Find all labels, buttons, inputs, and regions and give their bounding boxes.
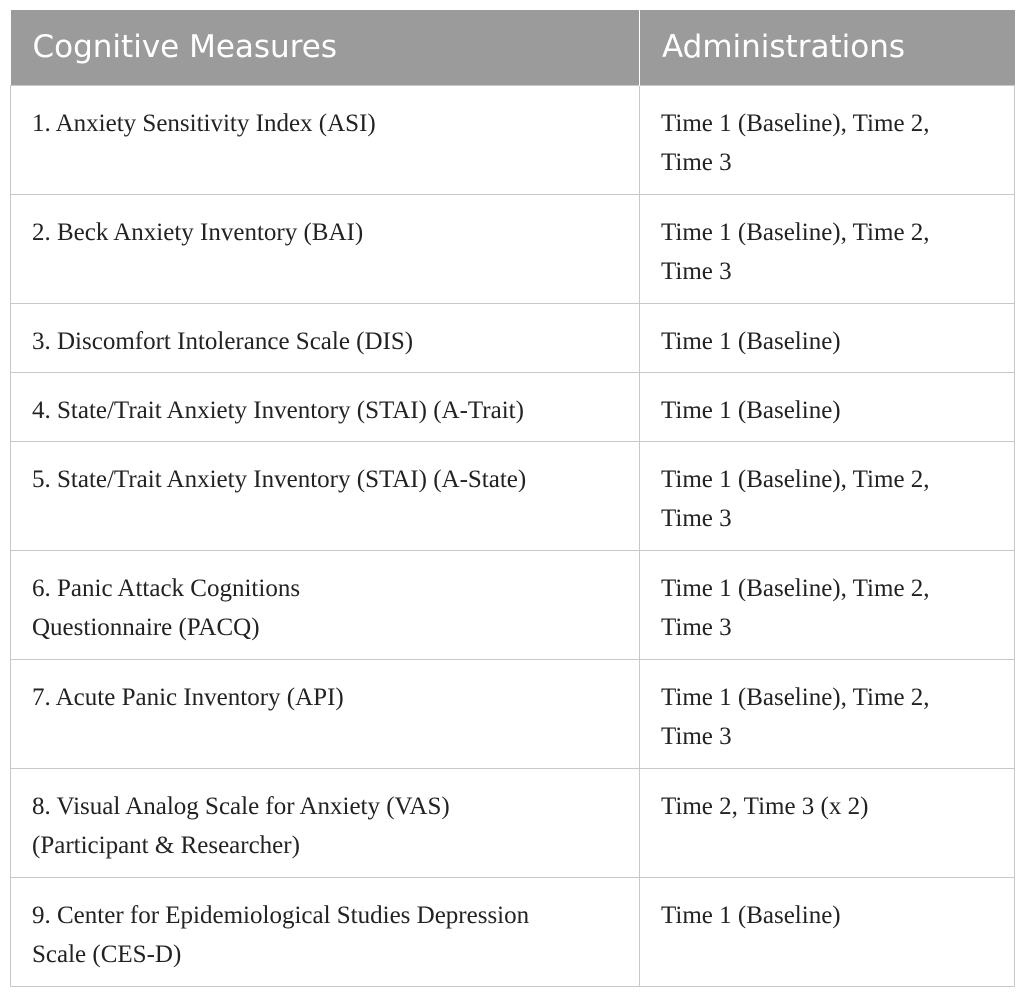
admin-cell — [640, 768, 1015, 877]
admin-line: Time 3 — [661, 257, 732, 285]
admin-line: Time 2, Time 3 (x 2) — [661, 792, 869, 820]
admin-cell — [640, 877, 1015, 986]
table-row — [11, 303, 1015, 372]
measure-line: 5. State/Trait Anxiety Inventory (STAI) (A-State) — [32, 465, 527, 493]
admin-cell — [640, 85, 1015, 194]
admin-cell — [640, 303, 1015, 372]
table-row — [11, 85, 1015, 194]
measure-cell — [11, 768, 640, 877]
admin-line: Time 3 — [661, 613, 732, 641]
measure-cell — [11, 194, 640, 303]
measures-table-container — [10, 10, 1014, 987]
measure-cell — [11, 372, 640, 441]
admin-line: Time 3 — [661, 722, 732, 750]
measures-table — [10, 10, 1015, 987]
table-row — [11, 877, 1015, 986]
measure-line: 1. Anxiety Sensitivity Index (ASI) — [32, 109, 376, 137]
admin-cell — [640, 194, 1015, 303]
table-row — [11, 441, 1015, 550]
admin-cell — [640, 550, 1015, 659]
measure-line: 8. Visual Analog Scale for Anxiety (VAS) — [32, 792, 450, 820]
admin-line: Time 1 (Baseline) — [661, 327, 841, 355]
admin-line: Time 3 — [661, 148, 732, 176]
measure-line: 6. Panic Attack Cognitions — [32, 574, 301, 602]
measure-line: 4. State/Trait Anxiety Inventory (STAI) (A-Trait) — [32, 396, 524, 424]
header-administrations: Administrations — [640, 10, 1015, 85]
admin-line: Time 1 (Baseline), Time 2, — [661, 109, 930, 137]
measure-cell — [11, 85, 640, 194]
header-cognitive-measures: Cognitive Measures — [11, 10, 640, 85]
measure-cell — [11, 659, 640, 768]
admin-cell — [640, 372, 1015, 441]
measure-line: (Participant & Researcher) — [32, 831, 300, 859]
measure-cell — [11, 877, 640, 986]
measure-cell — [11, 303, 640, 372]
admin-line: Time 1 (Baseline) — [661, 396, 841, 424]
table-row — [11, 550, 1015, 659]
admin-line: Time 1 (Baseline), Time 2, — [661, 218, 930, 246]
admin-line: Time 3 — [661, 504, 732, 532]
measure-line: 3. Discomfort Intolerance Scale (DIS) — [32, 327, 414, 355]
measure-line: 2. Beck Anxiety Inventory (BAI) — [32, 218, 364, 246]
table-row — [11, 194, 1015, 303]
admin-line: Time 1 (Baseline), Time 2, — [661, 465, 930, 493]
measure-line: 7. Acute Panic Inventory (API) — [32, 683, 344, 711]
admin-cell — [640, 659, 1015, 768]
table-row — [11, 372, 1015, 441]
measure-line: 9. Center for Epidemiological Studies Depression — [32, 901, 530, 929]
measure-line: Scale (CES-D) — [32, 940, 182, 968]
admin-line: Time 1 (Baseline), Time 2, — [661, 574, 930, 602]
table-row — [11, 659, 1015, 768]
admin-line: Time 1 (Baseline), Time 2, — [661, 683, 930, 711]
admin-line: Time 1 (Baseline) — [661, 901, 841, 929]
table-header-row — [11, 10, 1015, 85]
measure-cell — [11, 441, 640, 550]
measure-line: Questionnaire (PACQ) — [32, 613, 260, 641]
table-row — [11, 768, 1015, 877]
admin-cell — [640, 441, 1015, 550]
measure-cell — [11, 550, 640, 659]
